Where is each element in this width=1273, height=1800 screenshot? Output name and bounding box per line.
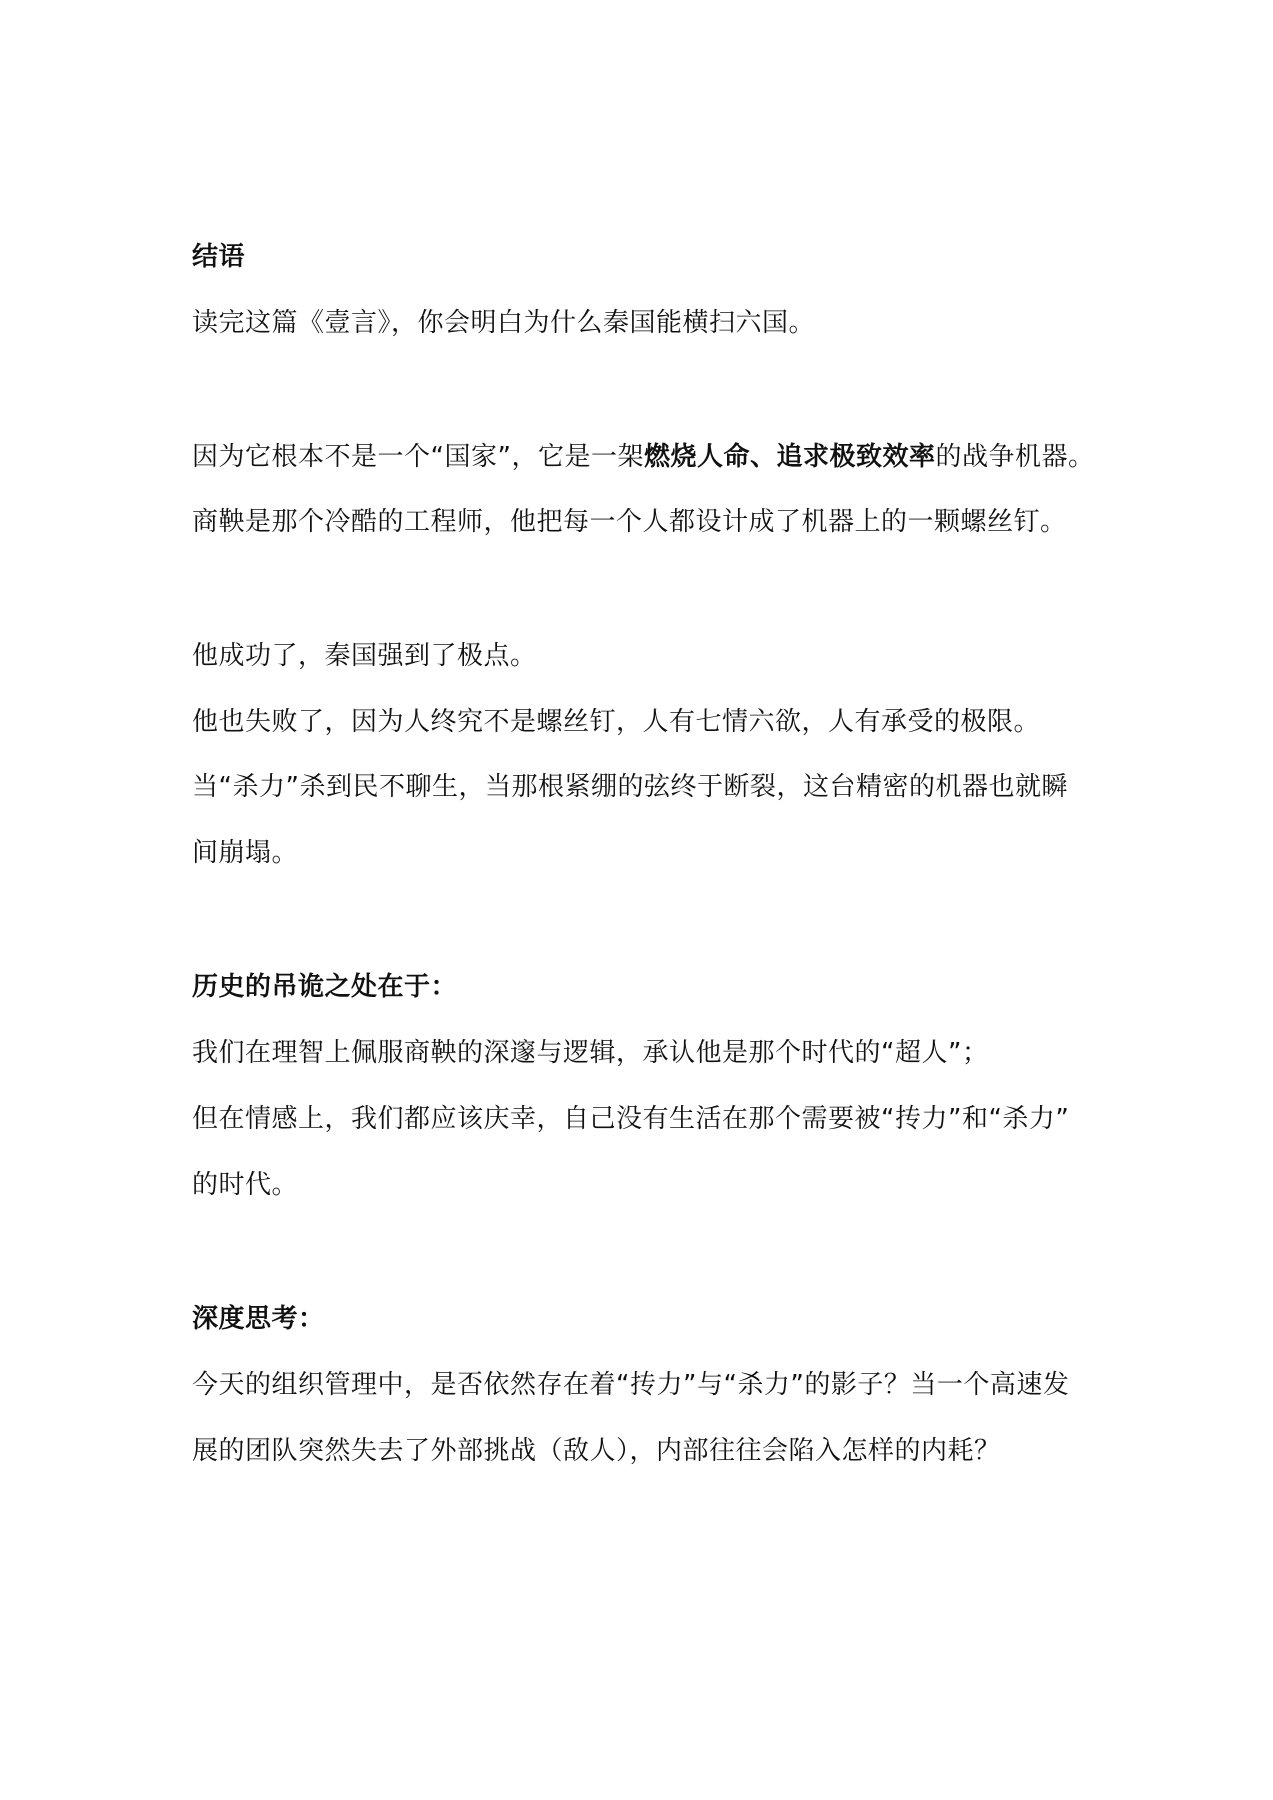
paragraph-line-with-emphasis [192,440,1095,474]
paragraph-line: 当“杀力”杀到民不聊生，当那根紧绷的弦终于断裂，这台精密的机器也就瞬 [192,772,1068,802]
paragraph-line: 间崩塌。 [192,838,299,868]
section-heading-conclusion: 结语 [192,242,246,272]
paragraph-line: 的时代。 [192,1170,299,1200]
paragraph-line: 今天的组织管理中，是否依然存在着“抟力”与“杀力”的影子？当一个高速发 [192,1370,1070,1400]
paragraph-line: 展的团队突然失去了外部挑战（敌人），内部往往会陷入怎样的内耗？ [192,1436,1001,1466]
paragraph-line: 他成功了，秦国强到了极点。 [192,641,537,671]
section-heading-irony: 历史的吊诡之处在于： [192,972,458,1002]
text-span: 因为它根本不是一个“国家”，它是一架 [192,442,644,472]
paragraph-line: 他也失败了，因为人终究不是螺丝钉，人有七情六欲，人有承受的极限。 [192,707,1041,737]
paragraph-line: 读完这篇《壹言》，你会明白为什么秦国能横扫六国。 [192,308,816,338]
paragraph-line: 我们在理智上佩服商鞅的深邃与逻辑，承认他是那个时代的“超人”； [192,1038,989,1068]
paragraph-line: 商鞅是那个冷酷的工程师，他把每一个人都设计成了机器上的一颗螺丝钉。 [192,507,1067,537]
paragraph-line: 但在情感上，我们都应该庆幸，自己没有生活在那个需要被“抟力”和“杀力” [192,1104,1070,1134]
section-heading-deep-thinking: 深度思考： [192,1304,325,1334]
emphasis-text: 燃烧人命、追求极致效率 [643,442,936,472]
text-span: 的战争机器。 [935,442,1095,472]
